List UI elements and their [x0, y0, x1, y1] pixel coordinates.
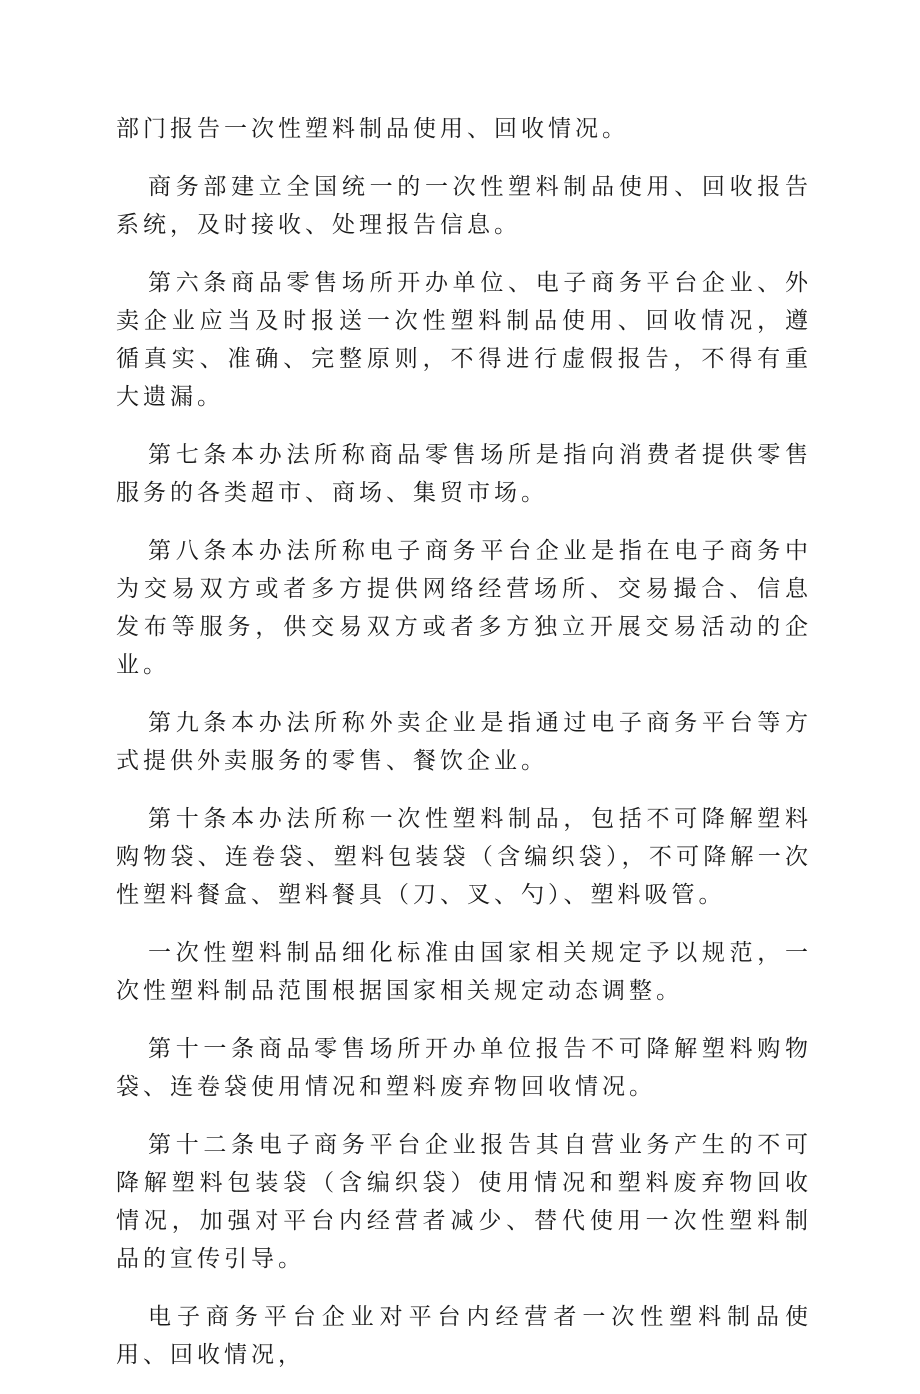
article-7-paragraph: 第七条本办法所称商品零售场所是指向消费者提供零售服务的各类超市、商场、集贸市场。 — [116, 442, 812, 506]
document-body — [116, 110, 812, 1394]
article-8-paragraph: 第八条本办法所称电子商务平台企业是指在电子商务中为交易双方或者多方提供网络经营场所、交易撮合、信息发布等服务，供交易双方或者多方独立开展交易活动的企业。 — [116, 538, 812, 678]
article-6-paragraph: 第六条商品零售场所开办单位、电子商务平台企业、外卖企业应当及时报送一次性塑料制品使用、回收情况，遵循真实、准确、完整原则，不得进行虚假报告，不得有重大遗漏。 — [116, 270, 812, 410]
paragraph: 一次性塑料制品细化标准由国家相关规定予以规范，一次性塑料制品范围根据国家相关规定动态调整。 — [116, 940, 812, 1004]
article-12-paragraph: 第十二条电子商务平台企业报告其自营业务产生的不可降解塑料包装袋（含编织袋）使用情况和塑料废弃物回收情况，加强对平台内经营者减少、替代使用一次性塑料制品的宣传引导。 — [116, 1132, 812, 1272]
paragraph: 商务部建立全国统一的一次性塑料制品使用、回收报告系统，及时接收、处理报告信息。 — [116, 174, 812, 238]
article-9-paragraph: 第九条本办法所称外卖企业是指通过电子商务平台等方式提供外卖服务的零售、餐饮企业。 — [116, 710, 812, 774]
article-11-paragraph: 第十一条商品零售场所开办单位报告不可降解塑料购物袋、连卷袋使用情况和塑料废弃物回收情况。 — [116, 1036, 812, 1100]
paragraph-continuation: 部门报告一次性塑料制品使用、回收情况。 — [116, 116, 629, 142]
article-10-paragraph: 第十条本办法所称一次性塑料制品，包括不可降解塑料购物袋、连卷袋、塑料包装袋（含编织袋），不可降解一次性塑料餐盒、塑料餐具（刀、叉、勺）、塑料吸管。 — [116, 806, 812, 908]
paragraph: 电子商务平台企业对平台内经营者一次性塑料制品使用、回收情况， — [116, 1304, 812, 1368]
